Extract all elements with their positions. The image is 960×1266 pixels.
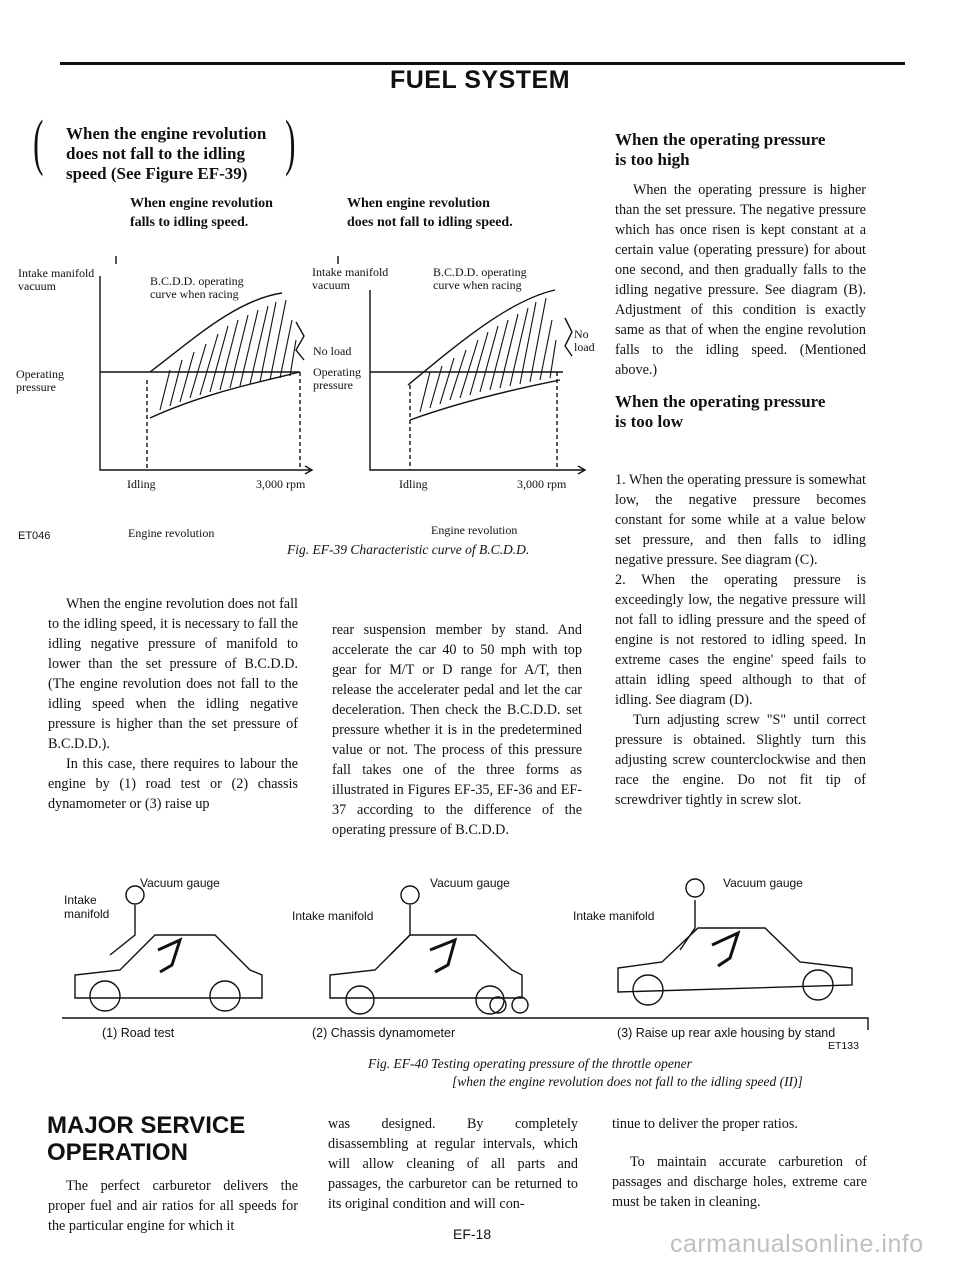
col3-heading-high: When the operating pressure is too high bbox=[615, 130, 826, 169]
col1-text: When the engine revolution does not fall to the idling speed, it is necessary to fall the idling negative pressure of manifold to lower than the set pressure of B.C.D.D. (The engine revolution does not fall to the idling speed when the idling negative pressure is higher than the set pressure of B.C.D.D.). In this case, there requires to labour the engine by (1) road test or (2) chassis dynamometer or (3) raise up bbox=[48, 596, 298, 812]
col3-text-low: 1. When the operating pressure is somewhat low, the negative pressure becomes constant for some while at a value below set pressure, and then falls to idling negative pressure. See diagram (C). 2. When the operating pressure is exceedingly low, the negative pressure will not fall to idling pressure and the speed of engine is not restored to idling speed. In extreme cases the engine' speed fails to attain idling speed although to that of idling. See diagram (D). Turn adjusting screw "S" until correct pressure is obtained. Slightly turn this adjusting screw counterclockwise and then race the engine. Do not fit tip of screwdriver tightly in screw slot. bbox=[615, 472, 866, 808]
section-heading: When the engine revolution does not fall to the idling speed (See Figure EF-39) bbox=[66, 124, 267, 183]
fig39-right-axis-label: Engine revolution bbox=[431, 523, 518, 537]
right-bracket: ) bbox=[285, 109, 296, 177]
fig39-left-noload-label: No load bbox=[313, 344, 352, 358]
fig39-left-operating2-label: Operating pressure bbox=[313, 365, 361, 392]
fig40-gauge-label-1: Vacuum gauge bbox=[140, 876, 220, 890]
fig39-caption: Fig. EF-39 Characteristic curve of B.C.D.D. bbox=[287, 542, 530, 557]
fig39-left-idling-label: Idling bbox=[127, 477, 156, 491]
col3-heading-low: When the operating pressure is too low bbox=[615, 392, 826, 431]
fig40-label-raise-up: (3) Raise up rear axle housing by stand bbox=[617, 1026, 836, 1040]
fig39-left-rpm-label: 3,000 rpm bbox=[256, 477, 306, 491]
fig40-gauge-label-3: Vacuum gauge bbox=[723, 876, 803, 890]
fig39-left-axis-label: Engine revolution bbox=[128, 526, 215, 540]
fig40-label-road-test: (1) Road test bbox=[102, 1026, 175, 1040]
fig39-right-intake-label: Intake manifold vacuum bbox=[312, 265, 389, 292]
fig39-right-title: When engine revolution does not fall to idling speed. bbox=[347, 196, 513, 230]
fig39-left-intake-label: Intake manifold vacuum bbox=[18, 266, 95, 293]
page-number: EF-18 bbox=[453, 1226, 492, 1242]
col2-text: rear suspension member by stand. And accelerate the car 40 to 50 mph with top gear for M/T or D range for A/T, then release the accelerater pedal and let the car deceleration. Then check the B.C.D.D. set pressure whether it is in the predetermined value or not. The process of this pressure fall takes one of the three forms as illustrated in Figures EF-35, EF-36 and EF-37 according to the difference of the operating pressure of B.C.D.D. bbox=[332, 622, 582, 838]
fig39-right-rpm-label: 3,000 rpm bbox=[517, 477, 567, 491]
fig40-intake-label-3: Intake manifold bbox=[573, 909, 655, 923]
col3-text-high: When the operating pressure is higher than the set pressure. The negative pressure which has once risen is kept constant at a certain value (operating pressure) for about one second, and then gradually falls to the idling negative pressure. See diagram (B). Adjustment of this condition is exactly same as that of when the engine revolution falls to the idling speed. (Mentioned above.) bbox=[615, 182, 866, 378]
fig39-left-title: When engine revolution falls to idling speed. bbox=[130, 196, 273, 230]
fig40-code: ET133 bbox=[828, 1040, 859, 1052]
major-text-col2: was designed. By completely disassembling at regular intervals, which will allow cleaning of all parts and passages, the carburetor can be returned to its original condition and will con- bbox=[328, 1116, 578, 1212]
major-text-col1: The perfect carburetor delivers the proper fuel and air ratios for all speeds for the particular engine for which it bbox=[48, 1178, 298, 1234]
fig39-code: ET046 bbox=[18, 530, 51, 542]
fig39-left-bcdd-label: B.C.D.D. operating curve when racing bbox=[150, 274, 244, 301]
fig39-right-idling-label: Idling bbox=[399, 477, 428, 491]
watermark: carmanualsonline.info bbox=[670, 1230, 924, 1258]
fig40-intake-label-2: Intake manifold bbox=[292, 909, 374, 923]
major-text-col3: tinue to deliver the proper ratios. To maintain accurate carburetion of passages and discharge holes, extreme care must be taken in cleaning. bbox=[612, 1116, 867, 1210]
left-bracket: ( bbox=[33, 109, 44, 177]
fig40-gauge-label-2: Vacuum gauge bbox=[430, 876, 510, 890]
fig40-caption-1: Fig. EF-40 Testing operating pressure of the throttle opener bbox=[368, 1056, 692, 1071]
fig40-label-dynamometer: (2) Chassis dynamometer bbox=[312, 1026, 456, 1040]
fig39-right-bcdd-label: B.C.D.D. operating curve when racing bbox=[433, 265, 527, 292]
fig40-caption-2: [when the engine revolution does not fall to the idling speed (II)] bbox=[452, 1074, 803, 1089]
fig39-right-noload-label: No load bbox=[574, 327, 595, 354]
fig39-left-operating-label: Operating pressure bbox=[16, 367, 64, 394]
fig40-intake-label-1: Intake manifold bbox=[64, 893, 110, 921]
major-service-title: MAJOR SERVICE OPERATION bbox=[47, 1112, 246, 1166]
page-title: FUEL SYSTEM bbox=[389, 66, 571, 94]
